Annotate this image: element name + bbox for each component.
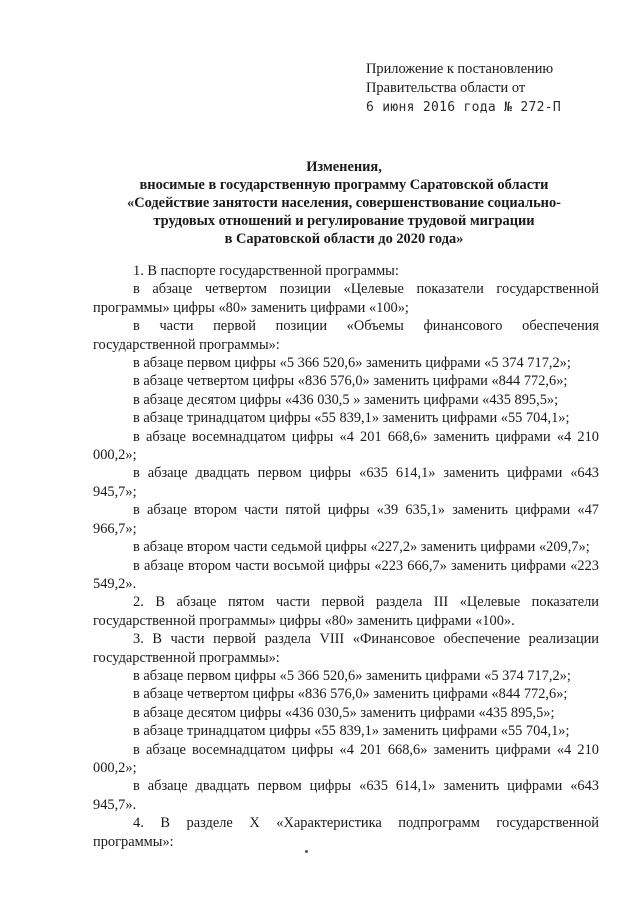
scan-speck	[305, 850, 308, 853]
paragraph: в абзаце первом цифры «5 366 520,6» заменить цифрами «5 374 717,2»;	[133, 667, 571, 684]
paragraph: в абзаце десятом цифры «436 030,5» заменить цифрами «435 895,5»;	[133, 704, 555, 721]
paragraph: 3. В части первой раздела VIII «Финансовое обеспечение реализации государственной программы»:	[93, 631, 599, 666]
document-title	[90, 158, 598, 248]
paragraph: в абзаце четвертом позиции «Целевые показатели государственной программы» цифры «80» заменить цифрами «100»;	[93, 281, 599, 316]
paragraph: в абзаце тринадцатом цифры «55 839,1» заменить цифрами «55 704,1»;	[133, 410, 570, 427]
paragraph: в абзаце восемнадцатом цифры «4 201 668,6» заменить цифрами «4 210 000,2»;	[93, 428, 599, 464]
paragraph: в абзаце тринадцатом цифры «55 839,1» заменить цифрами «55 704,1»;	[133, 723, 570, 740]
title-line-4: трудовых отношений и регулирование трудовой миграции	[153, 213, 535, 229]
paragraph: в абзаце десятом цифры «436 030,5 » заменить цифрами «435 895,5»;	[133, 391, 559, 408]
paragraph: в абзаце четвертом цифры «836 576,0» заменить цифрами «844 772,6»;	[133, 686, 568, 703]
title-line-1: Изменения,	[306, 159, 382, 175]
paragraph: в абзаце первом цифры «5 366 520,6» заменить цифрами «5 374 717,2»;	[133, 355, 571, 372]
paragraph: в части первой позиции «Объемы финансового обеспечения государственной программы»:	[93, 318, 599, 353]
approval-block	[366, 60, 606, 117]
paragraph: 4. В разделе Х «Характеристика подпрограмм государственной программы»:	[93, 815, 599, 850]
paragraph: 1. В паспорте государственной программы:	[133, 263, 399, 279]
title-line-5: в Саратовской области до 2020 года»	[224, 231, 464, 247]
paragraph: в абзаце восемнадцатом цифры «4 201 668,6» заменить цифрами «4 210 000,2»;	[93, 741, 599, 776]
approval-line-2: Правительства области от	[366, 80, 526, 96]
approval-line-1: Приложение к постановлению	[366, 61, 554, 77]
document-body	[93, 262, 599, 851]
paragraph: в абзаце двадцать первом цифры «635 614,1» заменить цифрами «643 945,7».	[93, 778, 599, 813]
paragraph: 2. В абзаце пятом части первой раздела III «Целевые показатели государственной программы» цифры «80» заменить цифрами «100».	[93, 594, 599, 629]
paragraph: в абзаце двадцать первом цифры «635 614,1» заменить цифрами «643 945,7»;	[93, 465, 599, 500]
approval-date-number-stamp: 6 июня 2016 года № 272-П	[366, 100, 562, 115]
paragraph: в абзаце четвертом цифры «836 576,0» заменить цифрами «844 772,6»;	[133, 373, 568, 390]
paragraph: в абзаце втором части пятой цифры «39 635,1» заменить цифрами «47 966,7»;	[93, 502, 599, 537]
title-line-3: «Содействие занятости населения, совершенствование социально-	[127, 195, 561, 211]
paragraph: в абзаце втором части восьмой цифры «223 666,7» заменить цифрами «223 549,2».	[93, 557, 599, 592]
paragraph: в абзаце втором части седьмой цифры «227,2» заменить цифрами «209,7»;	[133, 539, 590, 556]
title-line-2: вносимые в государственную программу Саратовской области	[139, 177, 549, 193]
